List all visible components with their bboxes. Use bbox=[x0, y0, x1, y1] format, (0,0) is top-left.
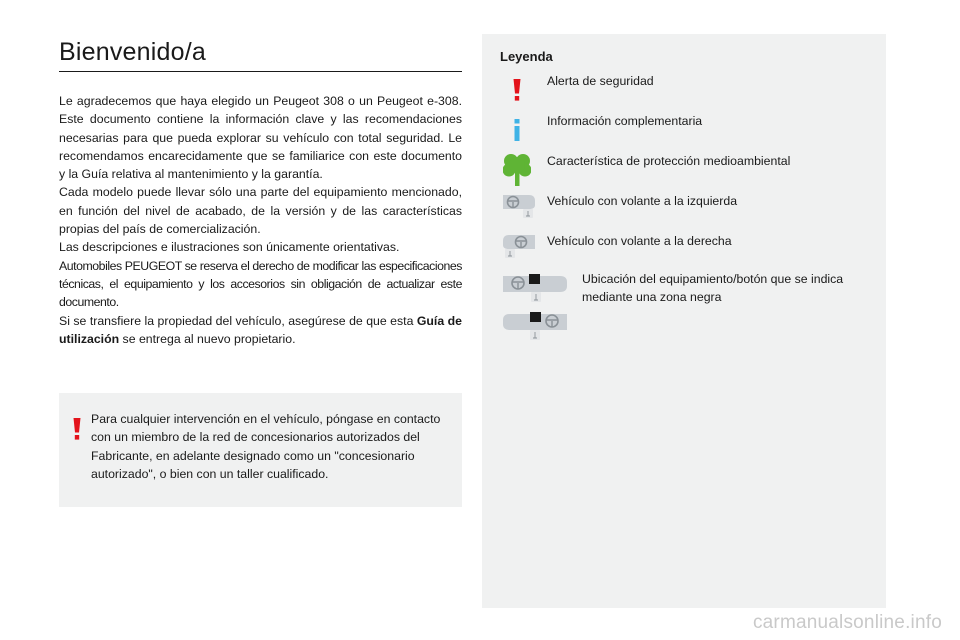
legend-title: Leyenda bbox=[500, 49, 553, 64]
tree-icon bbox=[503, 152, 531, 186]
intro-paragraph: Las descripciones e ilustraciones son únicamente orientativas. bbox=[59, 240, 400, 255]
intro-text-span: se entrega al nuevo propietario. bbox=[119, 331, 296, 346]
legend-label: Alerta de seguridad bbox=[547, 74, 654, 88]
intro-text bbox=[59, 92, 462, 348]
intro-paragraph: Automobiles PEUGEOT se reserva el derecho de modificar las especificaciones técnicas, el equipamiento y los accesorios sin obligación de actualizar este documento. bbox=[59, 258, 462, 310]
dashboard-location-icon bbox=[502, 272, 568, 302]
legend-panel bbox=[482, 34, 886, 608]
rhd-icon bbox=[502, 232, 536, 258]
intro-paragraph: Le agradecemos que haya elegido un Peugeot 308 o un Peugeot e-308. Este documento contiene la información clave y las recomendaciones necesarias para que pueda explorar su vehículo con total seguridad. Le recomendamos encarecidamente que se familiarice con este documento y la Guía relativa al mantenimiento y la garantía. bbox=[59, 94, 462, 182]
legend-label: Vehículo con volante a la derecha bbox=[547, 234, 732, 248]
watermark: carmanualsonline.info bbox=[752, 612, 942, 633]
safety-alert-icon bbox=[73, 418, 81, 440]
warning-text: Para cualquier intervención en el vehículo, póngase en contacto con un miembro de la red de concesionarios autorizados del Fabricante, en adelante designado como un "concesionario autorizado", o bien con un taller cualificado. bbox=[91, 412, 441, 481]
legend-label: Información complementaria bbox=[547, 114, 703, 128]
title-divider bbox=[59, 71, 462, 72]
guide-name: Guía de utilización bbox=[59, 313, 462, 346]
legend-label: Ubicación del equipamiento/botón que se indica mediante una zona negra bbox=[582, 272, 844, 304]
page-title: Bienvenido/a bbox=[59, 38, 206, 66]
intro-text-span: Si se transfiere la propiedad del vehículo, asegúrese de que esta bbox=[59, 313, 417, 328]
warning-box bbox=[59, 393, 462, 507]
info-icon bbox=[513, 119, 521, 141]
legend-label: Vehículo con volante a la izquierda bbox=[547, 194, 738, 208]
intro-paragraph: Cada modelo puede llevar sólo una parte del equipamiento mencionado, en función del nivel de acabado, de la versión y de las características propias del país de comercialización. bbox=[59, 185, 462, 237]
dashboard-location-icon bbox=[502, 310, 568, 340]
lhd-icon bbox=[502, 192, 536, 218]
safety-alert-icon bbox=[513, 79, 521, 101]
intro-paragraph bbox=[59, 312, 462, 349]
legend-label: Característica de protección medioambiental bbox=[547, 154, 791, 168]
